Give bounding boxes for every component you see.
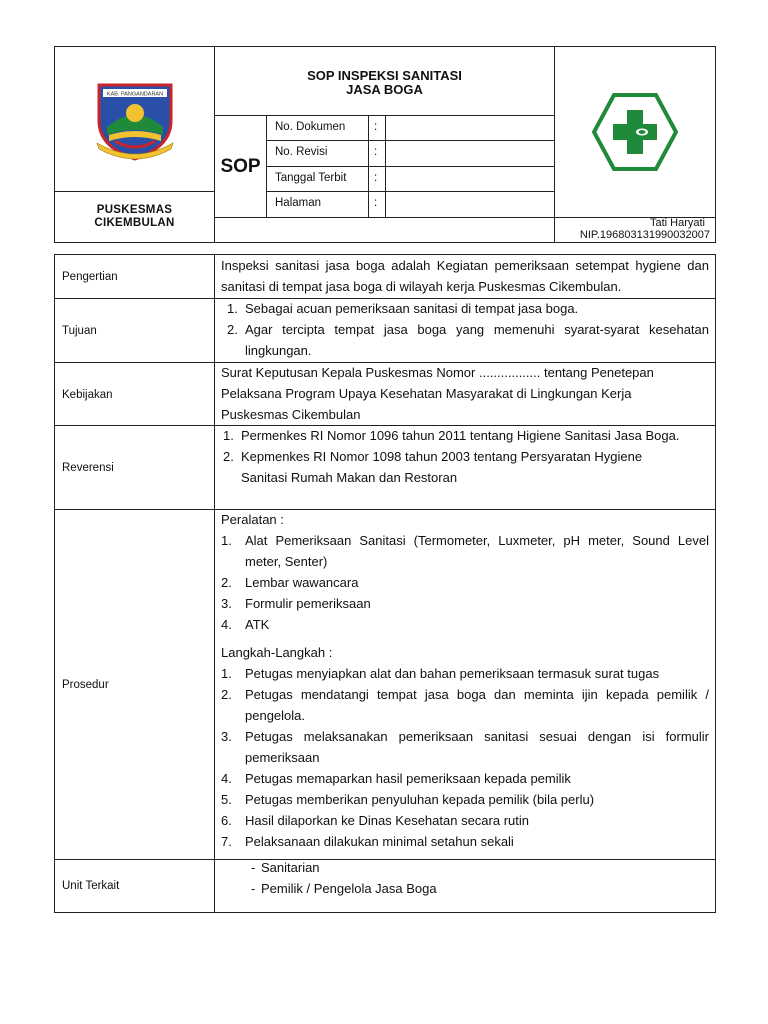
tujuan-list	[215, 298, 715, 362]
org-name	[55, 191, 214, 242]
meta-label: No. Revisi	[275, 146, 328, 158]
list-item: 2. Kepmenkes RI Nomor 1098 tahun 2003 tentang Persyaratan Hygiene Sanitasi Rumah Makan dan Restoran	[223, 449, 643, 485]
list-item: 1. Permenkes RI Nomor 1096 tahun 2011 tentang Higiene Sanitasi Jasa Boga.	[223, 428, 680, 443]
signer-nip: NIP.196803131990032007	[579, 228, 710, 241]
regency-crest-icon	[93, 77, 177, 161]
label-kebijakan: Kebijakan	[62, 389, 113, 401]
langkah-title: Langkah-Langkah :	[221, 645, 333, 660]
sop-header	[54, 46, 716, 243]
crest-caption: KAB. PANGANDARAN	[106, 91, 163, 98]
meta-sep: :	[368, 167, 377, 191]
sop-meta-table	[267, 115, 554, 217]
sop-content-table	[54, 254, 716, 913]
sop-title-line1: SOP INSPEKSI SANITASI	[307, 68, 462, 83]
list-item: 7. Pelaksanaan dilakukan minimal setahun sekali	[221, 834, 514, 849]
pengertian-text: Inspeksi sanitasi jasa boga adalah Kegiatan pemeriksaan setempat hygiene dan sanitasi di tempat jasa boga di wilayah kerja Puskesmas Cikembulan.	[221, 258, 709, 294]
list-item: 3. Petugas melaksanakan pemeriksaan sanitasi sesuai dengan isi formulir pemeriksaan	[221, 729, 709, 765]
reverensi-list	[215, 425, 715, 509]
prosedur-content	[215, 509, 715, 859]
header-middle-column	[215, 47, 554, 242]
meta-value	[385, 167, 554, 191]
peralatan-title: Peralatan :	[221, 512, 284, 527]
list-item: 6. Hasil dilaporkan ke Dinas Kesehatan secara rutin	[221, 813, 529, 828]
list-item: 2. Lembar wawancara	[221, 575, 359, 590]
sop-title	[215, 47, 554, 115]
list-item: 1. Petugas menyiapkan alat dan bahan pemeriksaan termasuk surat tugas	[221, 666, 660, 681]
list-item: 1. Sebagai acuan pemeriksaan sanitasi di tempat jasa boga.	[227, 301, 579, 316]
list-item: 2. Agar tercipta tempat jasa boga yang memenuhi syarat-syarat kesehatan lingkungan.	[227, 322, 709, 358]
unit-terkait-list	[215, 857, 715, 909]
meta-row-tanggal-terbit	[267, 167, 554, 192]
list-item: 1. Alat Pemeriksaan Sanitasi (Termometer, Luxmeter, pH meter, Sound Level meter, Senter)	[221, 533, 709, 569]
meta-value	[385, 141, 554, 166]
meta-row-halaman	[267, 192, 554, 218]
sop-title-line2: JASA BOGA	[346, 82, 423, 97]
puskesmas-logo-icon	[592, 92, 678, 172]
meta-sep: :	[368, 141, 377, 166]
meta-label: Tanggal Terbit	[275, 172, 347, 184]
list-item: 4. ATK	[221, 617, 270, 632]
meta-label: Halaman	[275, 197, 322, 209]
list-item: 3. Formulir pemeriksaan	[221, 596, 371, 611]
kebijakan-text: Surat Keputusan Kepala Puskesmas Nomor ................. tentang Penetepan Pelaksana Program Upaya Kesehatan Masyarakat di Lingkungan Kerja Puskesmas Cikembulan	[221, 365, 654, 422]
header-right-column	[554, 47, 715, 242]
label-unit-terkait: Unit Terkait	[62, 880, 120, 892]
label-reverensi: Reverensi	[62, 462, 114, 474]
meta-value	[385, 116, 554, 140]
meta-sep: :	[368, 192, 377, 218]
meta-label: No. Dokumen	[275, 121, 346, 133]
list-item: 2. Petugas mendatangi tempat jasa boga dan meminta ijin kepada pemilik / pengelola.	[221, 687, 709, 723]
header-blank-strip	[215, 217, 554, 242]
puskesmas-logo	[555, 47, 715, 217]
meta-sep: :	[368, 116, 377, 140]
signer	[555, 217, 715, 242]
signer-name: Tati Haryati	[649, 217, 705, 229]
label-pengertian: Pengertian	[62, 271, 118, 283]
regency-crest	[55, 47, 214, 191]
meta-row-no-dokumen	[267, 116, 554, 141]
list-item: 4. Petugas memaparkan hasil pemeriksaan kepada pemilik	[221, 771, 571, 786]
list-item: - Sanitarian	[251, 860, 320, 875]
list-item: 5. Petugas memberikan penyuluhan kepada pemilik (bila perlu)	[221, 792, 595, 807]
header-left-column	[55, 47, 215, 242]
sop-label: SOP	[215, 115, 267, 217]
meta-value	[385, 192, 554, 218]
list-item: - Pemilik / Pengelola Jasa Boga	[251, 881, 437, 896]
label-prosedur: Prosedur	[62, 679, 109, 691]
label-tujuan: Tujuan	[62, 325, 97, 337]
org-name-line2: CIKEMBULAN	[94, 217, 175, 229]
meta-row-no-revisi	[267, 141, 554, 167]
org-name-line1: PUSKESMAS	[96, 204, 173, 216]
